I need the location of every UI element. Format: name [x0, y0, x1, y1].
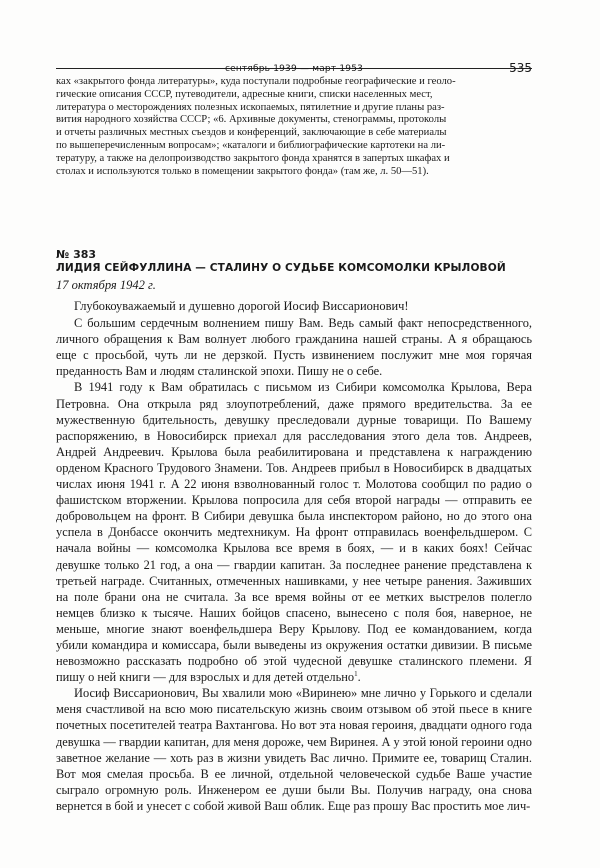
- footnote-line: литература о месторождениях полезных ископаемых, пятилетние и другие планы раз-: [56, 101, 445, 113]
- footnote-line: гические описания СССР, путеводители, адресные книги, списки населенных мест,: [56, 88, 433, 100]
- running-head: сентябрь 1939 — март 1953: [224, 64, 364, 74]
- document-title: ЛИДИЯ СЕЙФУЛЛИНА — СТАЛИНУ О СУДЬБЕ КОМСОМОЛКИ КРЫЛОВОЙ: [56, 262, 506, 274]
- footnote-line: тературу, а также на делопроизводство закрытого фонда хранятся в запертых шкафах и: [56, 152, 450, 164]
- footnote-line: столах и используются только в помещении закрытого фонда» (там же, л. 50—51).: [56, 165, 429, 177]
- letter-body: [56, 298, 532, 814]
- paragraph-3: Иосиф Виссарионович, Вы хвалили мою «Виринею» мне лично у Горького и сделали меня счастливой на всю мою писательскую жизнь своим отзывом об этой пьесе в книге почетных посетителей театра Вахтангова. Но вот эта новая героиня, двадцати одного года девушка — гвардии капитан, для меня дороже, чем Виринея. А у этой юной героини одно заветное желание — хоть раз в жизни увидеть Вас лично. Примите ее, товарищ Сталин. Вот моя смелая просьба. В ее личной, отдельной человеческой судьбе Ваше участие сыграло огромную роль. Инженером ее души были Вы. Получив награду, она снова вернется в бой и унесет с собой живой Ваш облик. Еще раз прошу Вас простить мое лич-: [56, 686, 532, 813]
- footnote-line: по вышеперечисленным вопросам»; «каталоги и библиографические картотеки на ли-: [56, 139, 446, 151]
- paragraph-2-text: В 1941 году к Вам обратилась с письмом из Сибири комсомолка Крылова, Вера Петровна. Она открыла ряд злоупотреблений, даже прямого вредительства. За ее мужественную бдительность, девушку преследовали дурные товарищи. По Вашему распоряжению, в Новосибирск приехал для расследования этого дела тов. Андреев, Андрей Андреевич. Крылова была реабилитирована и представлена к награждению орденом Красного Трудового Знамени. Тов. Андреев прибыл в Новосибирск в двадцатых числах июня 1941 г. А 22 июня взволнованный голос т. Молотова сообщил по радио о фашистском вторжении. Крылова попросила для себя второй награды — отправить ее добровольцем на фронт. В Сибири девушка была инспектором районо, но до этого она успела в Донбассе окончить медтехникум. На фронт отправилась военфельдшером. С начала войны — комсомолка Крылова все время в боях, — и в каких боях! Сейчас девушке только 21 год, а она — гвардии капитан. За последнее ранение представлена к третьей награде. Считанных, отмеченных нашивками, у нее четыре ранения. Заживших на поле брани она не считала. За все время войны от ее метких выстрелов полегло немцев близко к тысяче. Наших бойцов спасено, вынесено с поля боя, наверное, не меньше, многие знают военфельдшера Веру Крылову. Под ее командованием, когда убили командира и комиссара, были выведены из окружения остатки дивизии. В письме невозможно рассказать подробно об этой чудесной девушке сталинского племени. Я пишу о ней книги — для взрослых и для детей отдельно: [56, 380, 532, 685]
- footnote-marker[interactable]: 1: [354, 670, 358, 679]
- paragraph-2: [56, 379, 532, 685]
- page-number: 535: [509, 61, 532, 75]
- document-number: № 383: [56, 248, 97, 261]
- document-date: 17 октября 1942 г.: [56, 278, 156, 292]
- footnote-line: и отчеты различных местных съездов и конференций, заключающие в себе материалы: [56, 127, 447, 139]
- footnote-line: вития народного хозяйства СССР; «6. Архивные документы, стенограммы, протоколы: [56, 114, 447, 126]
- paragraph-2-end: .: [357, 670, 361, 685]
- letter-greeting: Глубокоуважаемый и душевно дорогой Иосиф Виссарионович!: [74, 299, 409, 313]
- footnote-continuation: [56, 76, 532, 178]
- paragraph-1: С большим сердечным волнением пишу Вам. Ведь самый факт непосредственного, личного обращения к Вам волнует любого гражданина нашей страны. А я обращаюсь еще с просьбой, чуть ли не дерзкой. Пусть извинением послужит мне моя горячая преданность Вам и людям сталинской эпохи. Пишу не о себе.: [56, 316, 532, 379]
- page-header: [56, 40, 532, 75]
- footnote-line: каx «закрытого фонда литературы», куда поступали подробные географические и геоло-: [56, 76, 456, 87]
